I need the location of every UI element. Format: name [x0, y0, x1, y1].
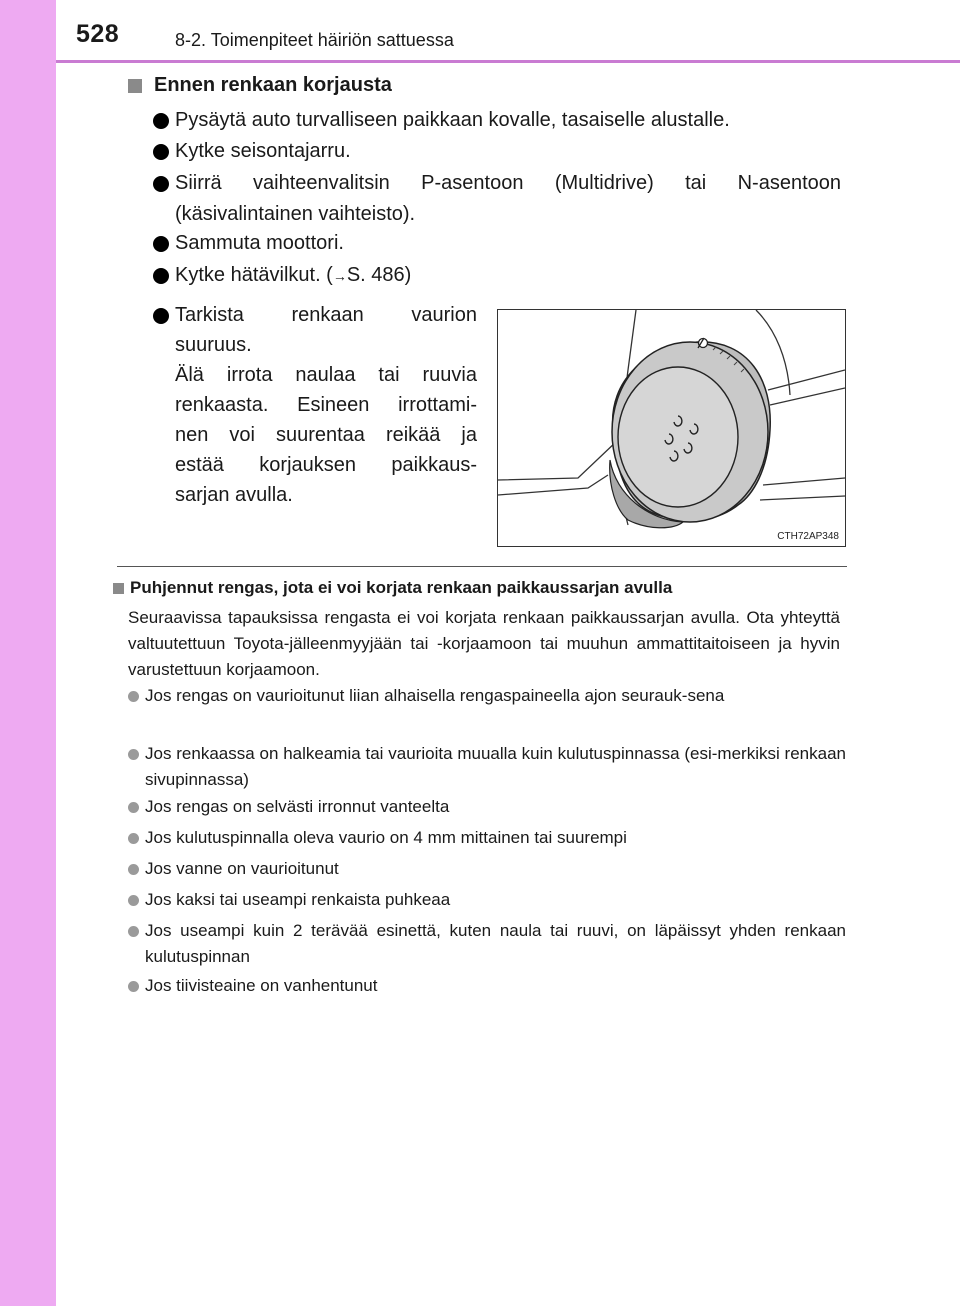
list-item-text: Siirrä vaihteenvalitsin P-asentoon (Multidrive) tai N-asentoon — [175, 172, 841, 194]
tire-illustration-svg — [498, 310, 845, 546]
list-item-text: Sammuta moottori. — [175, 232, 344, 254]
bullet-dot-icon — [128, 833, 139, 844]
list-item-text: Jos rengas on vaurioitunut liian alhaisella rengaspaineella ajon seurauk-sena — [145, 686, 725, 705]
bullet-dot-icon — [153, 176, 169, 192]
section-divider — [117, 566, 847, 567]
list-item-text: Jos useampi kuin 2 terävää esinettä, kuten naula tai ruuvi, on läpäissyt yhden renkaan kulutuspinnan — [145, 921, 846, 966]
section-heading-text: Puhjennut rengas, jota ei voi korjata renkaan paikkaussarjan avulla — [130, 578, 673, 597]
bullet-dot-icon — [153, 144, 169, 160]
bullet-dot-icon — [153, 268, 169, 284]
list-item-text: Pysäytä auto turvalliseen paikkaan kovalle, tasaiselle alustalle. — [175, 109, 730, 131]
bullet-dot-icon — [128, 926, 139, 937]
hazard-text: Kytke hätävilkut. ( — [175, 264, 333, 286]
figure-code: CTH72AP348 — [777, 531, 839, 542]
section-heading-unrepairable — [113, 578, 672, 598]
bullet-dot-icon — [128, 749, 139, 760]
section-heading-before-repair — [128, 74, 392, 97]
arrow-right-icon: → — [332, 268, 347, 284]
bullet-dot-icon — [153, 113, 169, 129]
section-heading-text: Ennen renkaan korjausta — [154, 74, 392, 96]
header-rule — [56, 60, 960, 63]
list-item-text: Jos kulutuspinnalla oleva vaurio on 4 mm mittainen tai suurempi — [145, 828, 627, 847]
square-bullet-icon — [113, 583, 124, 594]
list-item-text: Jos vanne on vaurioitunut — [145, 859, 339, 878]
list-item-text: suuruus. — [175, 334, 252, 356]
bullet-dot-icon — [153, 308, 169, 324]
list-item-text: estää korjauksen paikkaus- — [175, 454, 477, 476]
list-item-text: renkaasta. Esineen irrottami- — [175, 394, 477, 416]
list-item-text: Tarkista renkaan vaurion — [175, 304, 477, 326]
list-item-text — [175, 260, 411, 292]
list-item-text: Jos tiivisteaine on vanhentunut — [145, 976, 378, 995]
list-item-text: Jos kaksi tai useampi renkaista puhkeaa — [145, 890, 451, 909]
list-item-text: Jos rengas on selvästi irronnut vanteelta — [145, 797, 450, 816]
list-item — [153, 168, 843, 230]
tire-damage-illustration — [497, 309, 846, 547]
chapter-title: 8-2. Toimenpiteet häiriön sattuessa — [175, 30, 454, 50]
list-item-text: Älä irrota naulaa tai ruuvia — [175, 364, 477, 386]
list-item-text-cont: (käsivalintainen vaihteisto). — [175, 203, 416, 225]
bullet-dot-icon — [128, 981, 139, 992]
list-item-text: nen voi suurentaa reikää ja — [175, 424, 477, 446]
page-ref-link[interactable]: S. 486) — [346, 264, 412, 286]
bullet-dot-icon — [128, 802, 139, 813]
bullet-dot-icon — [153, 236, 169, 252]
list-item-text: sarjan avulla. — [175, 484, 293, 506]
side-tab-band — [0, 0, 56, 1306]
list-item-text: Jos renkaassa on halkeamia tai vaurioita muualla kuin kulutuspinnassa (esi-merkiksi renkaan sivupinnassa) — [145, 744, 846, 789]
bullet-dot-icon — [128, 895, 139, 906]
list-item-check-tire — [153, 300, 479, 520]
page-number: 528 — [76, 20, 120, 48]
intro-paragraph: Seuraavissa tapauksissa rengasta ei voi korjata renkaan paikkaussarjan avulla. Ota yhteyttä valtuutettuun Toyota-jälleenmyyjään tai -korjaamoon tai muuhun ammattitaitoiseen ja hyvin varustettuun korjaamoon. — [128, 608, 840, 679]
bullet-dot-icon — [128, 691, 139, 702]
square-bullet-icon — [128, 79, 142, 93]
bullet-dot-icon — [128, 864, 139, 875]
list-item-text: Kytke seisontajarru. — [175, 140, 351, 162]
